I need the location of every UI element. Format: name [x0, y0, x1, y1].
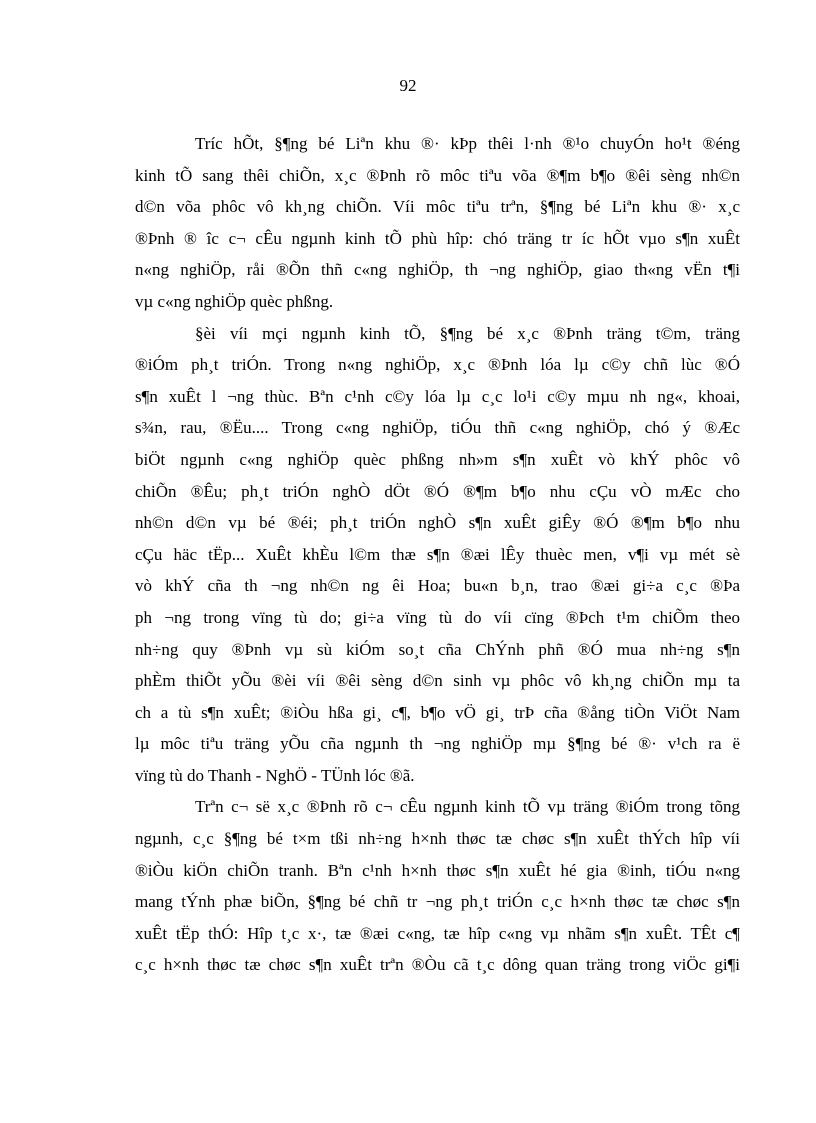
- text-line: mang tÝnh phæ biÕn, §¶ng bé chñ tr ¬ng ph¸t triÓn c¸c h×nh thøc tæ chøc s¶n: [135, 892, 740, 912]
- text-line: Tríc hÕt, §¶ng bé Liªn khu ®· kÞp thêi l·nh ®¹o chuyÓn ho¹t ®éng: [195, 134, 740, 153]
- text-line: phÈm thiÕt yÕu ®èi víi ®êi sèng d©n sinh vµ phôc vô kh¸ng chiÕn mµ ta: [135, 671, 740, 691]
- text-line: c¸c h×nh thøc tæ chøc s¶n xuÊt trªn ®Òu cã t¸c dông quan träng trong viÖc gi¶i: [135, 955, 740, 975]
- text-line: vµ c«ng nghiÖp quèc phßng.: [135, 291, 334, 311]
- text-line: s¾n, rau, ®Ëu.... Trong c«ng nghiÖp, tiÓu thñ c«ng nghiÖp, chó ý ®Æc: [135, 418, 740, 438]
- text-line: d©n võa phôc vô kh¸ng chiÕn. Víi môc tiªu trªn, §¶ng bé Liªn khu ®· x¸c: [135, 197, 740, 217]
- text-line: kinh tÕ sang thêi chiÕn, x¸c ®Þnh rõ môc tiªu võa ®¶m b¶o ®êi sèng nh©n: [135, 165, 740, 185]
- text-line: lµ môc tiªu träng yÕu cña ngµnh th ¬ng nghiÖp mµ §¶ng bé ®· v¹ch ra ë: [135, 734, 740, 754]
- text-line: chiÕn ®Êu; ph¸t triÓn nghÒ dÖt ®Ó ®¶m b¶o nhu cÇu vÒ mÆc cho: [135, 481, 740, 501]
- text-line: vò khÝ cña th ¬ng nh©n ng êi Hoa; bu«n b¸n, trao ®æi gi÷a c¸c ®Þa: [135, 576, 740, 596]
- text-line: ch a tù s¶n xuÊt; ®iÒu hßa gi¸ c¶, b¶o vÖ gi¸ trÞ cña ®ång tiÒn ViÖt Nam: [135, 702, 740, 722]
- text-line: Trªn c¬ së x¸c ®Þnh rõ c¬ cÊu ngµnh kinh tÕ vµ träng ®iÓm trong tõng: [195, 797, 740, 817]
- text-line: ph ¬ng trong vïng tù do; gi÷a vïng tù do víi cïng ®Þch t¹m chiÕm theo: [135, 607, 740, 627]
- body-text: [135, 128, 740, 981]
- text-line: ®iÒu kiÖn chiÕn tranh. Bªn c¹nh h×nh thøc s¶n xuÊt hé gia ®inh, tiÓu n«ng: [135, 860, 740, 880]
- text-line: ®Þnh ® îc c¬ cÊu ngµnh kinh tÕ phù hîp: chó träng tr íc hÕt vµo s¶n xuÊt: [135, 228, 740, 248]
- text-line: s¶n xuÊt l ¬ng thùc. Bªn c¹nh c©y lóa lµ c¸c lo¹i c©y mµu nh ng«, khoai,: [135, 386, 740, 406]
- text-line: cÇu häc tËp... XuÊt khÈu l©m thæ s¶n ®æi lÊy thuèc men, v¶i vµ mét sè: [135, 544, 740, 564]
- text-line: n«ng nghiÖp, råi ®Õn thñ c«ng nghiÖp, th ¬ng nghiÖp, giao th«ng vËn t¶i: [135, 260, 740, 280]
- text-line: biÖt ngµnh c«ng nghiÖp quèc phßng nh»m s¶n xuÊt vò khÝ phôc vô: [135, 449, 740, 469]
- text-line: nh©n d©n vµ bé ®éi; ph¸t triÓn nghÒ s¶n xuÊt giÊy ®Ó ®¶m b¶o nhu: [135, 513, 740, 533]
- text-line: xuÊt tËp thÓ: Hîp t¸c x·, tæ ®æi c«ng, tæ hîp c«ng vµ nhãm s¶n xuÊt. TÊt c¶: [135, 923, 740, 943]
- text-line: ®iÓm ph¸t triÓn. Trong n«ng nghiÖp, x¸c ®Þnh lóa lµ c©y chñ lùc ®Ó: [135, 355, 740, 375]
- text-line: nh÷ng quy ®Þnh vµ sù kiÓm so¸t cña ChÝnh phñ ®Ó mua nh÷ng s¶n: [135, 639, 740, 659]
- text-line: ngµnh, c¸c §¶ng bé t×m tßi nh÷ng h×nh thøc tæ chøc s¶n xuÊt thÝch hîp víi: [135, 829, 740, 849]
- page-number: 92: [399, 76, 417, 95]
- text-line: §èi víi mçi ngµnh kinh tÕ, §¶ng bé x¸c ®Þnh träng t©m, träng: [195, 323, 740, 343]
- text-line: vïng tù do Thanh - NghÖ - TÜnh lóc ®ã.: [135, 765, 415, 785]
